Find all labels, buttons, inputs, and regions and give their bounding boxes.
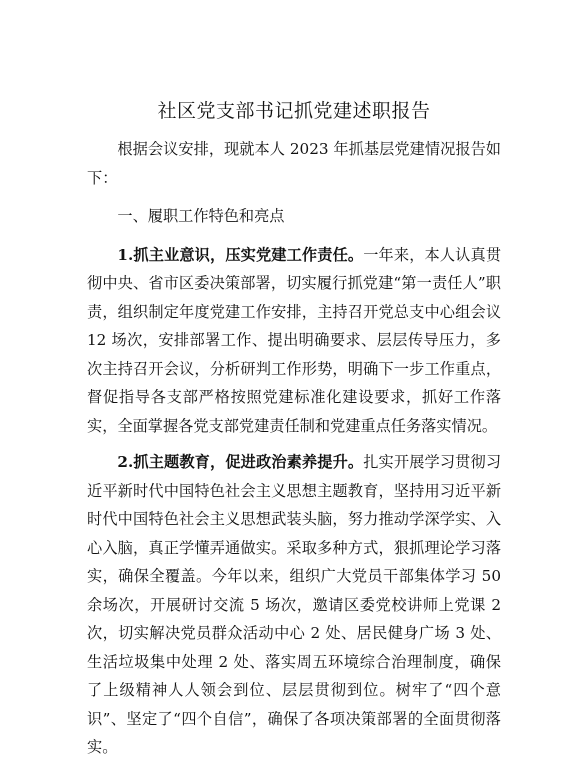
- document-body: [87, 96, 501, 762]
- paragraph-1-body: 一年来，本人认真贯彻中央、省市区委决策部署，切实履行抓党建“第一责任人”职责，组织制定年度党建工作安排，主持召开党总支中心组会议 12 场次，安排部署工作、提出明确要求、层层传导压力，多次主持召开会议，分析研判工作形势，明确下一步工作重点，督促指导各支部严格按照党建标准化建设要求，抓好工作落实，全面掌握各党支部党建责任制和党建重点任务落实情况。: [87, 245, 502, 435]
- document-title: 社区党支部书记抓党建述职报告: [157, 100, 431, 122]
- paragraph-2-lead: 2.抓主题教育，促进政治素养提升。: [117, 453, 364, 471]
- paragraph-1: [87, 241, 501, 441]
- intro-paragraph: 根据会议安排，现就本人 2023 年抓基层党建情况报告如下：: [87, 140, 501, 187]
- paragraph-2-body: 扎实开展学习贯彻习近平新时代中国特色社会主义思想主题教育，坚持用习近平新时代中国特色社会主义思想武装头脑，努力推动学深学实、入心入脑，真正学懂弄通做实。采取多种方式，狠抓理论学习落实，确保全覆盖。今年以来，组织广大党员干部集体学习 50 余场次，开展研讨交流 5 场次，邀请区委党校讲师上党课 2 次，切实解决党员群众活动中心 2 处、居民健身广场 3 处、生活垃圾集中处理 2 处、落实周五环境综合治理制度，确保了上级精神人人领会到位、层层贯彻到位。树牢了“四个意识”、坚定了“四个自信”，确保了各项决策部署的全面贯彻落实。: [87, 453, 502, 756]
- section-heading: 一、履职工作特色和亮点: [117, 207, 285, 225]
- paragraph-1-lead: 1.抓主业意识，压实党建工作责任。: [117, 245, 364, 264]
- paragraph-2: [87, 448, 501, 762]
